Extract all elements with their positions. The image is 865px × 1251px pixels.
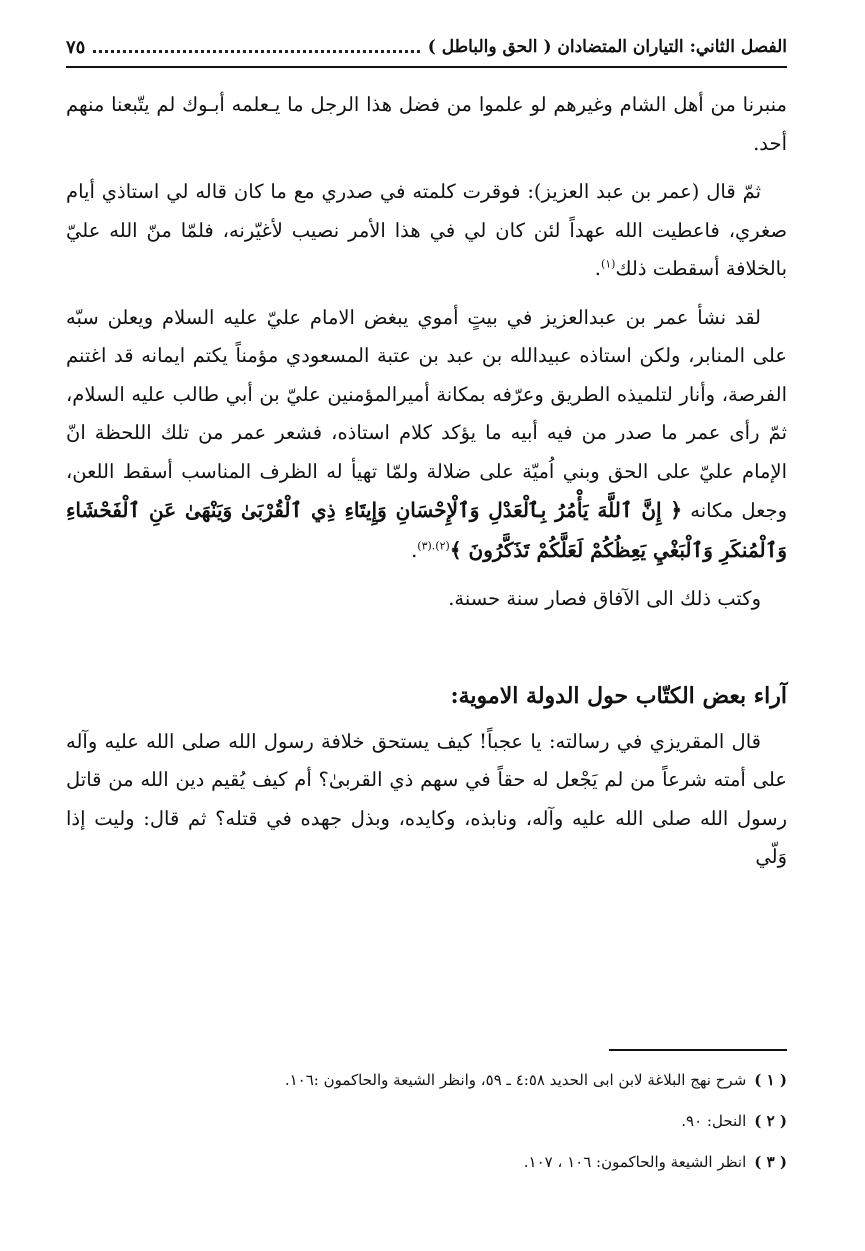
leader-dots [93, 50, 419, 53]
paragraph-4 [66, 580, 787, 619]
paragraph-5-text: قال المقريزي في رسالته: يا عجباً! كيف يستحق خلافة رسول الله صلى الله عليه وآله على أمته شرعاً من لم يَجْعل له حقاً في سهم ذي القربىٰ؟ أم كيف يُقيم دين الله من قاتل رسول الله صلى الله عليه وآله، ونابذه، وكايده، وبذل جهده في قتله؟ ثم قال: وليت إذا وَلّي [66, 729, 787, 868]
paragraph-3: لقد نشأ عمر بن عبدالعزيز في بيتٍ أموي يبغض الامام عليّ عليه السلام ويعلن سبّه على المنابر، ولكن استاذه عبيدالله بن عبد بن عتبة المسعودي مؤمناً يكتم ايمانه قد اغتنم الفرصة، وأنار لتلميذه الطريق وعرّفه بمكانة أميرالمؤمنين عليّ بن أبي طالب عليه السلام، ثمّ رأى عمر ما صدر من فيه أبيه ما يؤكد كلام استاذه، فشعر عمر من تلك اللحظة انّ الإمام عليّ على الحق وبني اُميّة على ضلالة ولمّا تهيأ له الظرف المناسب أسقط اللعن، وجعل مكانه ﴿ إِنَّ ٱللَّهَ يَأْمُرُ بِٱلْعَدْلِ وَٱلْإِحْسَانِ وَإِيتَاءِ ذِي ٱلْقُرْبَىٰ وَيَنْهَىٰ عَنِ ٱلْفَحْشَاءِ وَٱلْمُنكَرِ وَٱلْبَغْيِ يَعِظُكُمْ لَعَلَّكُمْ تَذَكَّرُونَ ﴾$^{(٢).(٣)}$. [66, 305, 787, 562]
footnote-3 [66, 1153, 787, 1194]
footnote-2 [66, 1112, 787, 1153]
paragraph-3-text: لقد نشأ عمر بن عبدالعزيز في بيتٍ أموي يبغض الامام عليّ عليه السلام ويعلن سبّه على المنابر، ولكن استاذه عبيدالله بن عبد بن عتبة المسعودي مؤمناً يكتم ايمانه قد اغتنم الفرصة، وأنار لتلميذه الطريق وعرّفه بمكانة أميرالمؤمنين عليّ بن أبي طالب عليه السلام، ثمّ رأى عمر ما صدر من فيه أبيه ما يؤكد كلام استاذه، فشعر عمر من تلك اللحظة انّ الإمام عليّ على الحق وبني اُميّة على ضلالة ولمّا تهيأ له الظرف المناسب أسقط اللعن، وجعل مكانه [66, 305, 787, 522]
main-text [66, 86, 787, 887]
paragraph-1-text: منبرنا من أهل الشام وغيرهم لو علموا من فضل هذا الرجل ما يـعلمه أبـوك لم يتّبعنا منهم أحد. [66, 93, 787, 155]
quran-verse: ﴿ إِنَّ ٱللَّهَ يَأْمُرُ بِٱلْعَدْلِ وَٱلْإِحْسَانِ وَإِيتَاءِ ذِي ٱلْقُرْبَىٰ وَيَنْهَىٰ عَنِ ٱلْفَحْشَاءِ وَٱلْمُنكَرِ وَٱلْبَغْيِ يَعِظُكُمْ لَعَلَّكُمْ تَذَكَّرُونَ ﴾ [66, 498, 787, 562]
section-heading: آراء بعض الكتّاب حول الدولة الاموية: [450, 682, 787, 709]
paragraph-2-text: ثمّ قال (عمر بن عبد العزيز): فوقرت كلمته في صدري مع ما كان قاله لي استاذي أيام صغري، فاعطيت الله عهداً لئن كان لي في هذا الأمر نصيب لأغيّرنه، فلمّا منّ الله عليّ بالخلافة أسقطت ذلك [66, 180, 787, 280]
footnote-1 [66, 1071, 787, 1112]
footnote-ref-2-3[interactable]: (٢).(٣) [417, 539, 450, 552]
running-header [66, 30, 787, 68]
footnote-2-mark: ( ٢ ) [754, 1112, 787, 1130]
paragraph-2: ثمّ قال (عمر بن عبد العزيز): فوقرت كلمته في صدري مع ما كان قاله لي استاذي أيام صغري، فاعطيت الله عهداً لئن كان لي في هذا الأمر نصيب لأغيّرنه، فلمّا منّ الله عليّ بالخلافة أسقطت ذلك$^{(١)}$. [66, 180, 787, 280]
footnotes [66, 1071, 787, 1194]
paragraph-1 [66, 86, 787, 163]
paragraph-4-text: وكتب ذلك الى الآفاق فصار سنة حسنة. [448, 587, 761, 610]
footnote-1-text: شرح نهج البلاغة لابن ابى الحديد ٤:٥٨ ـ ٥٩، وانظر الشيعة والحاكمون :١٠٦. [284, 1071, 747, 1089]
footnote-3-text: انظر الشيعة والحاكمون: ١٠٦ ، ١٠٧. [523, 1153, 747, 1171]
chapter-title: الفصل الثاني: التياران المتضادان ( الحق والباطل ) [427, 37, 787, 57]
footnote-3-mark: ( ٣ ) [754, 1153, 787, 1171]
footnote-1-mark: ( ١ ) [754, 1071, 787, 1089]
footnote-divider [609, 1049, 787, 1051]
footnote-2-text: النحل: ٩٠. [681, 1112, 747, 1130]
footnote-ref-1[interactable]: (١) [600, 257, 616, 271]
paragraph-5 [66, 723, 787, 877]
page-number: ٧٥ [66, 36, 86, 58]
